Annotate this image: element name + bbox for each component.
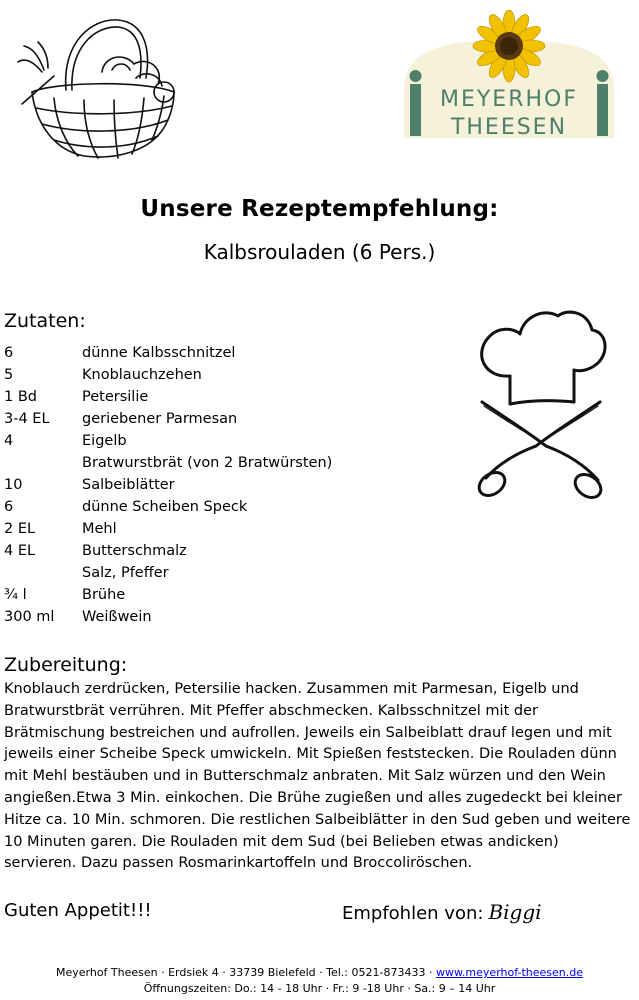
ingredient-row: [4, 386, 444, 408]
ingredient-name: dünne Scheiben Speck: [82, 499, 248, 515]
ingredient-qty: 5: [4, 367, 14, 383]
ingredient-qty: 3-4 EL: [4, 411, 50, 427]
recipe-subtitle: Kalbsrouladen (6 Pers.): [203, 240, 436, 264]
ingredient-qty: 2 EL: [4, 521, 36, 537]
footer-hours: Öffnungszeiten: Do.: 14 - 18 Uhr · Fr.: 9 -18 Uhr · Sa.: 9 – 14 Uhr: [143, 982, 496, 995]
website-link[interactable]: www.meyerhof-theesen.de: [435, 966, 583, 979]
ingredients-heading: Zutaten:: [4, 310, 86, 332]
closing-text: Guten Appetit!!!: [4, 900, 152, 921]
logo-line2: THEESEN: [450, 115, 568, 140]
page-title: Unsere Rezeptempfehlung:: [140, 196, 499, 222]
ingredient-qty: 300 ml: [4, 609, 55, 625]
chef-hat-spoons-icon: [470, 306, 610, 502]
ingredient-name: dünne Kalbsschnitzel: [82, 345, 236, 361]
ingredient-qty: [4, 562, 82, 584]
ingredient-name: Bratwurstbrät (von 2 Bratwürsten): [82, 455, 333, 471]
footer-address-text: Meyerhof Theesen · Erdsiek 4 · 33739 Bielefeld · Tel.: 0521-873433 ·: [55, 966, 436, 979]
ingredient-row: [4, 562, 444, 584]
ingredient-name: Knoblauchzehen: [82, 367, 202, 383]
preparation-heading: Zubereitung:: [4, 654, 128, 676]
ingredient-row: [4, 430, 444, 452]
recommended-label: Empfohlen von:: [342, 903, 484, 924]
ingredient-row: [4, 408, 444, 430]
recommended-name: Biggi: [488, 900, 542, 924]
ingredient-name: Mehl: [82, 521, 117, 537]
ingredient-qty: 6: [4, 345, 14, 361]
ingredient-row: [4, 452, 444, 474]
ingredient-qty: ¾ l: [4, 587, 27, 603]
ingredient-name: Weißwein: [82, 609, 152, 625]
ingredient-row: [4, 364, 444, 386]
basket-illustration: [14, 12, 182, 164]
recommended-by: [342, 900, 542, 924]
ingredient-row: [4, 518, 444, 540]
ingredient-qty: [4, 452, 82, 474]
ingredient-qty: 10: [4, 477, 23, 493]
sunflower-logo: [402, 10, 616, 140]
logo-line1: MEYERHOF: [439, 87, 579, 112]
ingredient-name: Salbeiblätter: [82, 477, 175, 493]
ingredient-row: [4, 496, 444, 518]
ingredient-row: [4, 342, 444, 364]
ingredient-row: [4, 606, 444, 628]
ingredient-name: geriebener Parmesan: [82, 411, 238, 427]
ingredient-name: Petersilie: [82, 389, 149, 405]
ingredient-row: [4, 584, 444, 606]
ingredient-name: Eigelb: [82, 433, 127, 449]
preparation-text: Knoblauch zerdrücken, Petersilie hacken. Zusammen mit Parmesan, Eigelb und Bratwurstbrät verrühren. Mit Pfeffer abschmecken. Kalbsschnitzel mit der Brätmischung bestreichen und aufrollen. Jeweils ein Salbeiblatt drauf legen und mit jeweils einer Scheibe Speck umwickeln. Mit Spießen feststecken. Die Rouladen dünn mit Mehl bestäuben und in Butterschmalz anbraten. Mit Salz würzen und den Wein angießen.Etwa 3 Min. einkochen. Die Brühe zugießen und alles zugedeckt bei kleiner Hitze ca. 10 Min. schmoren. Die restlichen Salbeiblätter in den Sud geben und weitere 10 Minuten garen. Die Rouladen mit dem Sud (bei Belieben etwas andicken) servieren. Dazu passen Rosmarinkartoffeln und Broccoliröschen.: [4, 681, 631, 872]
ingredient-qty: 6: [4, 499, 14, 515]
ingredients-list: [4, 342, 444, 628]
ingredient-name: Butterschmalz: [82, 543, 187, 559]
ingredient-name: Salz, Pfeffer: [82, 565, 169, 581]
ingredient-qty: 4: [4, 433, 14, 449]
footer-address: [0, 966, 639, 979]
ingredient-qty: 1 Bd: [4, 389, 37, 405]
ingredient-qty: 4 EL: [4, 543, 36, 559]
ingredient-row: [4, 540, 444, 562]
ingredient-name: Brühe: [82, 587, 126, 603]
ingredient-row: [4, 474, 444, 496]
